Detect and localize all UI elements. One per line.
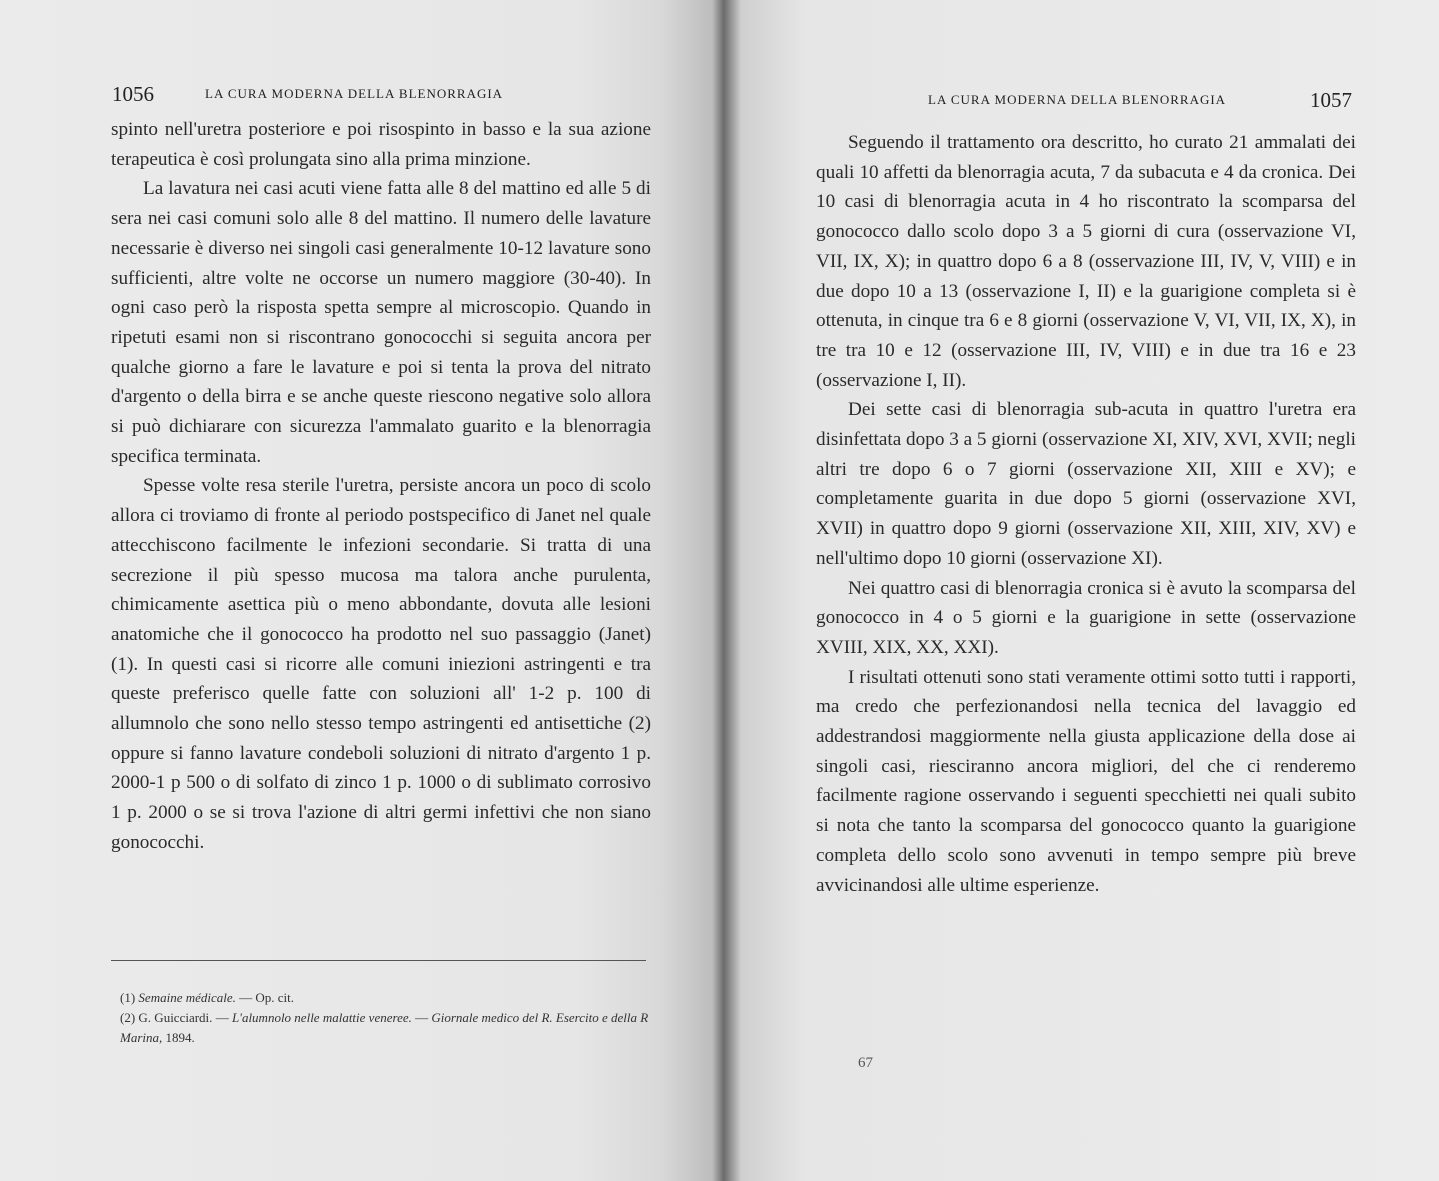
paragraph: Nei quattro casi di blenorragia cronica si è avuto la scomparsa del gonococco in 4 o 5 giorni e la guarigione in sette (osservazione XVIII, XIX, XX, XXI).	[816, 577, 1356, 658]
paragraph: spinto nell'uretra posteriore e poi risospinto in basso e la sua azione terapeutica è così prolungata sino alla prima minzione.	[111, 119, 651, 170]
page-number: 1056	[112, 82, 154, 106]
page-body	[111, 115, 651, 858]
right-page	[732, 0, 1439, 1181]
paragraph: Spesse volte resa sterile l'uretra, persiste ancora un poco di scolo allora ci troviamo di fronte al periodo postspecifico di Janet nel quale attecchiscono facilmente le infezioni secondarie. Si tratta di una secrezione il più spesso mucosa ma talora anche purulenta, chimicamente asettica più o meno abbondante, dovuta alle lesioni anatomiche che il gonococco ha prodotto nel suo passaggio (Janet) (1). In questi casi si ricorre alle comuni iniezioni astringenti e tra queste preferisco quelle fatte con soluzioni all' 1-2 p. 100 di allumnolo che sono nello stesso tempo astringenti ed antisettiche (2) oppure si fanno lavature condeboli soluzioni di nitrato d'argento 1 p. 2000-1 p 500 o di solfato di zinco 1 p. 1000 o di sublimato corrosivo 1 p. 2000 o se si trova l'azione di altri germi infettivi che non siano gonococchi.	[111, 475, 651, 853]
running-head: LA CURA MODERNA DELLA BLENORRAGIA	[205, 86, 504, 101]
footnote-rule	[111, 960, 646, 961]
page-number: 1057	[1310, 88, 1352, 112]
paragraph: I risultati ottenuti sono stati veramente ottimi sotto tutti i rapporti, ma credo che perfezionandosi nella tecnica del lavaggio ed addestrandosi maggiormente nella giusta applicazione della dose ai singoli casi, riesciranno ancora migliori, del che ci renderemo facilmente ragione osservando i seguenti specchietti nei quali subito si nota che tanto la scomparsa del gonococco quanto la guarigione completa dello scolo sono avvenuti in tempo sempre più breve avvicinandosi alle ultime esperienze.	[816, 666, 1356, 896]
footnotes	[120, 988, 652, 1048]
running-head: LA CURA MODERNA DELLA BLENORRAGIA	[928, 92, 1227, 107]
paragraph: Seguendo il trattamento ora descritto, ho curato 21 ammalati dei quali 10 affetti da blenorragia acuta, 7 da subacuta e 4 da cronica. Dei 10 casi di blenorragia acuta in 4 ho riscontrato la scomparsa del gonococco dallo scolo dopo 3 a 5 giorni di cura (osservazione VI, VII, IX, X); in quattro dopo 6 a 8 (osservazione III, IV, V, VIII) e in due dopo 10 a 13 (osservazione I, II) e la guarigione completa si è ottenuta, in cinque tra 6 e 8 giorni (osservazione V, VI, VII, IX, X), in tre tra 10 e 12 (osservazione III, IV, VIII) e in due tra 16 e 23 (osservazione I, II).	[816, 132, 1356, 391]
page-body	[816, 128, 1356, 900]
signature-mark: 67	[858, 1055, 873, 1071]
footnote: (1) Semaine médicale. — Op. cit.	[120, 990, 295, 1005]
paragraph: La lavatura nei casi acuti viene fatta alle 8 del mattino ed alle 5 di sera nei casi comuni solo alle 8 del mattino. Il numero delle lavature necessarie è diverso nei singoli casi generalmente 10-12 lavature sono sufficienti, altre volte ne occorse un numero maggiore (30-40). In ogni caso però la risposta spetta sempre al microscopio. Quando in ripetuti esami non si riscontrano gonococchi si seguita ancora per qualche giorno a fare le lavature e poi si tenta la prova del nitrato d'argento o della birra e se anche queste riescono negative solo allora si può dichiarare con sicurezza l'ammalato guarito e la blenorragia specifica terminata.	[111, 178, 651, 467]
footnote: (2) G. Guicciardi. — L'alumnolo nelle malattie veneree. — Giornale medico del R. Esercito e della R Marina, 1894.	[120, 1010, 649, 1045]
paragraph: Dei sette casi di blenorragia sub-acuta in quattro l'uretra era disinfettata dopo 3 a 5 giorni (osservazione XI, XIV, XVI, XVII; negli altri tre dopo 6 o 7 giorni (osservazione XII, XIII e XV); e completamente guarita in due dopo 5 giorni (osservazione XVI, XVII) in quattro dopo 9 giorni (osservazione XII, XIII, XIV, XV) e nell'ultimo dopo 10 giorni (osservazione XI).	[816, 399, 1356, 569]
